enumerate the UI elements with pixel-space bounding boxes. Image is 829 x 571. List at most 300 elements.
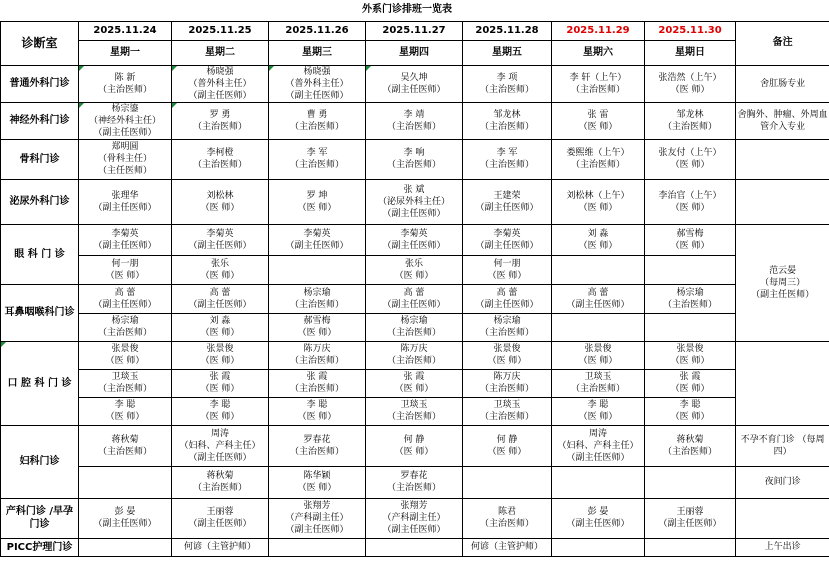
schedule-row — [1, 341, 829, 369]
schedule-cell — [366, 179, 463, 224]
doctor-line: （神经外科主任） — [88, 115, 161, 126]
doctor-line: 张景俊 — [493, 344, 521, 354]
schedule-cell — [645, 139, 736, 179]
dept-label: 泌尿外科门诊 — [1, 179, 79, 224]
doctor-line: （主治医师） — [479, 384, 534, 394]
doctor-line: 张 霞 — [403, 372, 425, 382]
schedule-cell — [172, 425, 269, 466]
doctor-line: 娄熙维（上午） — [566, 148, 630, 158]
doctor-line: 李 靖 — [403, 109, 425, 120]
doctor-line: （主治医师） — [386, 412, 441, 422]
doctor-line: （主治医师） — [479, 412, 534, 422]
note-cell — [736, 139, 829, 179]
doctor-line: 张理华 — [111, 190, 139, 201]
doctor-line: 蒋秋菊 — [676, 434, 704, 445]
schedule-cell — [645, 313, 736, 341]
doctor-line: （医 师） — [105, 412, 145, 422]
doctor-line: （副主任医师） — [93, 127, 157, 138]
doctor-line: （副主任医师） — [658, 519, 722, 529]
doctor-line: （医 师） — [297, 328, 337, 338]
schedule-row — [1, 313, 829, 341]
schedule-cell — [269, 224, 366, 255]
doctor-line: 李菊英 — [111, 228, 139, 239]
doctor-line: 张乐 — [404, 258, 423, 269]
doctor-line: 杨晓强 — [206, 66, 234, 77]
doctor-line: 陈万庆 — [303, 344, 331, 354]
doctor-line: 张 霞 — [679, 372, 701, 382]
schedule-row — [1, 466, 829, 498]
schedule-cell — [269, 139, 366, 179]
doctor-line: 王丽蓉 — [676, 507, 704, 517]
schedule-cell — [172, 369, 269, 397]
schedule-cell — [463, 369, 552, 397]
doctor-line: （主治医师） — [289, 356, 344, 366]
doctor-line: （副主任医师） — [475, 202, 539, 213]
doctor-line: 杨宗瑜 — [303, 287, 331, 298]
doctor-line: （医 师） — [200, 328, 240, 338]
doctor-line: （副主任医师） — [93, 519, 157, 529]
schedule-cell — [645, 397, 736, 425]
doctor-line: （主治医师） — [386, 483, 441, 493]
doctor-line: 何 静 — [403, 434, 425, 445]
doctor-line: 张翔芳 — [303, 501, 331, 511]
doctor-line: 李 聪 — [306, 400, 328, 410]
doctor-line: 李 轩（上午） — [569, 72, 627, 83]
doctor-line: 郝雪梅 — [676, 228, 704, 239]
schedule-cell — [366, 397, 463, 425]
date-header: 2025.11.26 — [269, 21, 366, 40]
schedule-cell — [269, 538, 366, 556]
notes-header: 备注 — [736, 21, 829, 65]
doctor-line: 郝雪梅 — [303, 316, 331, 326]
schedule-cell — [552, 369, 645, 397]
doctor-line: （副主任医师） — [188, 90, 252, 101]
schedule-row — [1, 224, 829, 255]
doctor-line: （主治医师） — [570, 384, 625, 394]
doctor-line: （主治医师） — [663, 121, 718, 132]
corner-label: 诊断室 — [1, 21, 79, 65]
schedule-cell — [552, 397, 645, 425]
schedule-cell — [172, 65, 269, 102]
doctor-line: （主治医师） — [479, 121, 534, 132]
dept-label: 眼 科 门 诊 — [1, 224, 79, 284]
note-line: （每周三） — [760, 277, 806, 288]
doctor-line: （医 师） — [487, 270, 527, 281]
schedule-row — [1, 179, 829, 224]
schedule-cell — [463, 498, 552, 538]
schedule-cell — [79, 224, 172, 255]
schedule-cell — [552, 498, 645, 538]
doctor-line: （医 师） — [578, 121, 618, 132]
schedule-cell — [552, 425, 645, 466]
weekday-header: 星期六 — [552, 40, 645, 65]
doctor-line: 陈华颖 — [303, 471, 331, 481]
doctor-line: 周涛 — [588, 428, 607, 439]
doctor-line: （医 师） — [670, 240, 710, 251]
doctor-line: （副主任医师） — [188, 299, 252, 310]
doctor-line: （主治医师） — [663, 299, 718, 310]
doctor-line: 罗春花 — [400, 471, 428, 481]
note-cell — [736, 498, 829, 538]
doctor-line: 何谚（主管护师） — [470, 542, 543, 552]
doctor-line: 高 蕾 — [496, 287, 518, 298]
schedule-cell — [463, 466, 552, 498]
schedule-cell — [172, 255, 269, 284]
doctor-line: 吴久坤 — [400, 72, 428, 83]
weekday-header: 星期一 — [79, 40, 172, 65]
doctor-line: （泌尿外科主任） — [377, 196, 450, 207]
doctor-line: （产科副主任） — [382, 513, 446, 523]
schedule-cell — [645, 179, 736, 224]
doctor-line: （妇科、产科主任） — [179, 440, 261, 451]
doctor-line: 高 蕾 — [587, 287, 609, 298]
doctor-line: 张 斌 — [403, 184, 425, 195]
doctor-line: （普外科主任） — [285, 78, 349, 89]
dept-label: 普通外科门诊 — [1, 65, 79, 102]
schedule-cell — [269, 466, 366, 498]
schedule-row — [1, 139, 829, 179]
date-header: 2025.11.24 — [79, 21, 172, 40]
doctor-line: （主治医师） — [192, 121, 247, 132]
doctor-line: 罗春花 — [303, 434, 331, 445]
schedule-cell — [366, 341, 463, 369]
schedule-cell — [366, 425, 463, 466]
doctor-line: 卫琰玉 — [584, 372, 612, 382]
doctor-line: 刘 淼 — [587, 228, 609, 239]
schedule-cell — [463, 179, 552, 224]
page-title: 外系门诊排班一览表 — [79, 0, 736, 21]
doctor-line: （副主任医师） — [382, 240, 446, 251]
schedule-cell — [172, 498, 269, 538]
note-cell: 上午出诊 — [736, 538, 829, 556]
doctor-line: （主任医师） — [97, 166, 152, 176]
doctor-line: （医 师） — [578, 412, 618, 422]
doctor-line: （主治医师） — [479, 84, 534, 95]
schedule-cell — [172, 224, 269, 255]
doctor-line: 张景俊 — [676, 344, 704, 354]
doctor-line: 张浩然（上午） — [658, 72, 722, 83]
schedule-cell — [79, 538, 172, 556]
doctor-line: （主治医师） — [386, 160, 441, 170]
schedule-cell — [172, 179, 269, 224]
schedule-cell — [645, 341, 736, 369]
schedule-cell — [463, 139, 552, 179]
note-line: 范云晏 — [769, 265, 797, 276]
schedule-cell — [645, 224, 736, 255]
doctor-line: （副主任医师） — [285, 90, 349, 101]
doctor-line: （副主任医师） — [475, 299, 539, 310]
doctor-line: （医 师） — [670, 84, 710, 95]
doctor-line: （医 师） — [394, 384, 434, 394]
doctor-line: （普外科主任） — [188, 78, 252, 89]
schedule-cell — [79, 341, 172, 369]
schedule-cell — [552, 313, 645, 341]
schedule-row — [1, 369, 829, 397]
schedule-cell — [463, 255, 552, 284]
schedule-row — [1, 65, 829, 102]
date-header: 2025.11.28 — [463, 21, 552, 40]
schedule-cell — [366, 65, 463, 102]
schedule-cell — [366, 224, 463, 255]
doctor-line: （医 师） — [394, 446, 434, 457]
schedule-row — [1, 538, 829, 556]
note-cell: 不孕不育门诊 （每周四） — [736, 425, 829, 466]
doctor-line: （副主任医师） — [475, 240, 539, 251]
doctor-line: 张景俊 — [111, 344, 139, 354]
doctor-line: （医 师） — [297, 412, 337, 422]
doctor-line: 罗 勇 — [209, 109, 231, 120]
schedule-cell — [172, 139, 269, 179]
doctor-line: 李 军 — [306, 148, 328, 158]
schedule-cell — [269, 65, 366, 102]
doctor-line: 卫琰玉 — [400, 400, 428, 410]
doctor-line: （副主任医师） — [285, 240, 349, 251]
doctor-line: （副主任医师） — [285, 525, 349, 535]
doctor-line: （主治医师） — [192, 483, 247, 493]
schedule-cell — [645, 369, 736, 397]
doctor-line: 王丽蓉 — [206, 507, 234, 517]
dept-label: 神经外科门诊 — [1, 102, 79, 139]
schedule-cell — [269, 284, 366, 313]
schedule-cell — [645, 102, 736, 139]
schedule-cell — [552, 341, 645, 369]
schedule-cell — [552, 224, 645, 255]
doctor-line: （医 师） — [487, 446, 527, 457]
doctor-line: 郑明圆 — [111, 142, 139, 152]
schedule-cell — [645, 498, 736, 538]
doctor-line: （医 师） — [670, 160, 710, 170]
doctor-line: （主治医师） — [192, 160, 247, 170]
schedule-cell — [645, 284, 736, 313]
note-cell: 夜间门诊 — [736, 466, 829, 498]
doctor-line: （医 师） — [105, 356, 145, 366]
doctor-line: （主治医师） — [289, 384, 344, 394]
doctor-line: （副主任医师） — [566, 452, 630, 463]
doctor-line: 张 霞 — [306, 372, 328, 382]
schedule-cell — [366, 538, 463, 556]
doctor-line: 刘 淼 — [209, 316, 231, 326]
date-header: 2025.11.27 — [366, 21, 463, 40]
doctor-line: （主治医师） — [479, 328, 534, 338]
weekday-header: 星期三 — [269, 40, 366, 65]
doctor-line: 杨宗瑜 — [676, 287, 704, 298]
doctor-line: 何一朋 — [111, 258, 139, 269]
dept-label: PICC护理门诊 — [1, 538, 79, 556]
dept-label: 口 腔 科 门 诊 — [1, 341, 79, 425]
schedule-cell — [172, 341, 269, 369]
schedule-cell — [269, 313, 366, 341]
doctor-line: （医 师） — [578, 202, 618, 213]
schedule-cell — [366, 139, 463, 179]
schedule-cell — [269, 369, 366, 397]
doctor-line: 杨宗鎏 — [111, 103, 139, 114]
schedule-cell — [552, 466, 645, 498]
doctor-line: （主治医师） — [97, 328, 152, 338]
schedule-cell — [79, 255, 172, 284]
schedule-cell — [366, 313, 463, 341]
doctor-line: （医 师） — [578, 240, 618, 251]
doctor-line: （副主任医师） — [188, 519, 252, 529]
schedule-cell — [366, 466, 463, 498]
schedule-cell — [463, 313, 552, 341]
doctor-line: （医 师） — [200, 384, 240, 394]
schedule-cell — [79, 369, 172, 397]
doctor-line: （医 师） — [670, 356, 710, 366]
doctor-line: （主治医师） — [479, 519, 534, 529]
note-cell: 舍胸外、肿瘤、外周血管介入专业 — [736, 102, 829, 139]
doctor-line: （医 师） — [487, 356, 527, 366]
dept-label: 骨科门诊 — [1, 139, 79, 179]
doctor-line: （主治医师） — [289, 299, 344, 310]
weekday-header: 星期四 — [366, 40, 463, 65]
schedule-cell — [366, 498, 463, 538]
schedule-cell — [552, 255, 645, 284]
weekday-header: 星期五 — [463, 40, 552, 65]
doctor-line: 张 雷 — [587, 109, 609, 120]
schedule-cell — [552, 139, 645, 179]
schedule-cell — [463, 102, 552, 139]
schedule-cell — [172, 284, 269, 313]
schedule-cell — [172, 538, 269, 556]
note-cell — [736, 179, 829, 224]
schedule-cell — [269, 102, 366, 139]
schedule-cell — [269, 425, 366, 466]
date-header: 2025.11.29 — [552, 21, 645, 40]
doctor-line: （副主任医师） — [566, 299, 630, 310]
schedule-row — [1, 102, 829, 139]
schedule-row — [1, 425, 829, 466]
schedule-cell — [366, 284, 463, 313]
schedule-cell — [463, 341, 552, 369]
doctor-line: （主治医师） — [289, 160, 344, 170]
doctor-line: （医 师） — [200, 202, 240, 213]
dept-label: 产科门诊 /早孕门诊 — [1, 498, 79, 538]
doctor-line: 陈 新 — [114, 72, 136, 83]
date-header: 2025.11.25 — [172, 21, 269, 40]
doctor-line: 李 军 — [496, 148, 518, 158]
schedule-cell — [79, 425, 172, 466]
doctor-line: 李菊英 — [493, 228, 521, 239]
schedule-cell — [79, 284, 172, 313]
note-cell — [736, 224, 829, 341]
doctor-line: （医 师） — [200, 412, 240, 422]
schedule-cell — [645, 65, 736, 102]
schedule-cell — [172, 466, 269, 498]
schedule-row — [1, 397, 829, 425]
schedule-cell — [552, 65, 645, 102]
note-line: （副主任医师） — [751, 289, 815, 300]
schedule-cell — [269, 255, 366, 284]
schedule-cell — [645, 425, 736, 466]
doctor-line: （主治医师） — [570, 160, 625, 170]
doctor-line: （医 师） — [578, 356, 618, 366]
doctor-line: （医 师） — [200, 270, 240, 281]
schedule-row — [1, 498, 829, 538]
doctor-line: 张 霞 — [209, 372, 231, 382]
doctor-line: 邹龙林 — [493, 109, 521, 120]
schedule-cell — [552, 102, 645, 139]
doctor-line: 杨晓强 — [303, 66, 331, 77]
schedule-cell — [463, 538, 552, 556]
schedule-cell — [366, 369, 463, 397]
doctor-line: （主治医师） — [663, 446, 718, 457]
doctor-line: （主治医师） — [386, 356, 441, 366]
doctor-line: 卫琰玉 — [111, 372, 139, 382]
doctor-line: （主治医师） — [289, 121, 344, 132]
schedule-cell — [463, 425, 552, 466]
schedule-cell — [172, 102, 269, 139]
doctor-line: （妇科、产科主任） — [557, 440, 639, 451]
doctor-line: （医 师） — [670, 202, 710, 213]
doctor-line: 张景俊 — [206, 344, 234, 354]
schedule-cell — [463, 284, 552, 313]
doctor-line: 李菊英 — [303, 228, 331, 239]
schedule-cell — [463, 224, 552, 255]
schedule-cell — [79, 397, 172, 425]
doctor-line: （主治医师） — [97, 446, 152, 457]
doctor-line: 王建荣 — [493, 190, 521, 201]
schedule-cell — [79, 139, 172, 179]
doctor-line: 杨宗瑜 — [493, 316, 521, 326]
doctor-line: 李菊英 — [206, 228, 234, 239]
doctor-line: （副主任医师） — [382, 208, 446, 219]
doctor-line: 曹 勇 — [306, 109, 328, 120]
doctor-line: （医 师） — [670, 412, 710, 422]
schedule-row — [1, 284, 829, 313]
schedule-cell — [463, 397, 552, 425]
doctor-line: 李治官（上午） — [658, 190, 722, 201]
doctor-line: 李柯橙 — [206, 148, 234, 158]
doctor-line: （主治医师） — [570, 84, 625, 95]
schedule-cell — [79, 179, 172, 224]
schedule-cell — [552, 284, 645, 313]
doctor-line: （副主任医师） — [188, 452, 252, 463]
doctor-line: 彭 晏 — [587, 507, 609, 517]
doctor-line: 何谚（主管护师） — [183, 542, 256, 552]
doctor-line: （副主任医师） — [93, 240, 157, 251]
schedule-cell — [366, 102, 463, 139]
schedule-cell — [366, 255, 463, 284]
doctor-line: 李 聪 — [209, 400, 231, 410]
schedule-cell — [79, 498, 172, 538]
doctor-line: （骨科主任） — [97, 154, 152, 164]
schedule-cell — [79, 65, 172, 102]
doctor-line: （主治医师） — [97, 84, 152, 95]
doctor-line: （副主任医师） — [566, 519, 630, 529]
doctor-line: 李 聪 — [587, 400, 609, 410]
doctor-line: （医 师） — [297, 483, 337, 493]
doctor-line: （副主任医师） — [382, 84, 446, 95]
doctor-line: 张景俊 — [584, 344, 612, 354]
doctor-line: （主治医师） — [386, 328, 441, 338]
doctor-line: 陈万庆 — [493, 372, 521, 382]
doctor-line: 高 蕾 — [114, 287, 136, 298]
doctor-line: 杨宗瑜 — [111, 316, 139, 326]
doctor-line: 高 蕾 — [403, 287, 425, 298]
schedule-cell — [269, 498, 366, 538]
doctor-line: 李 聪 — [679, 400, 701, 410]
doctor-line: （副主任医师） — [188, 240, 252, 251]
doctor-line: 李 项 — [496, 72, 518, 83]
doctor-line: （医 师） — [670, 384, 710, 394]
doctor-line: （主治医师） — [386, 121, 441, 132]
doctor-line: 邹龙林 — [676, 109, 704, 120]
doctor-line: 何 静 — [496, 434, 518, 445]
date-header: 2025.11.30 — [645, 21, 736, 40]
doctor-line: （主治医师） — [97, 384, 152, 394]
schedule-cell — [79, 466, 172, 498]
schedule-row — [1, 255, 829, 284]
